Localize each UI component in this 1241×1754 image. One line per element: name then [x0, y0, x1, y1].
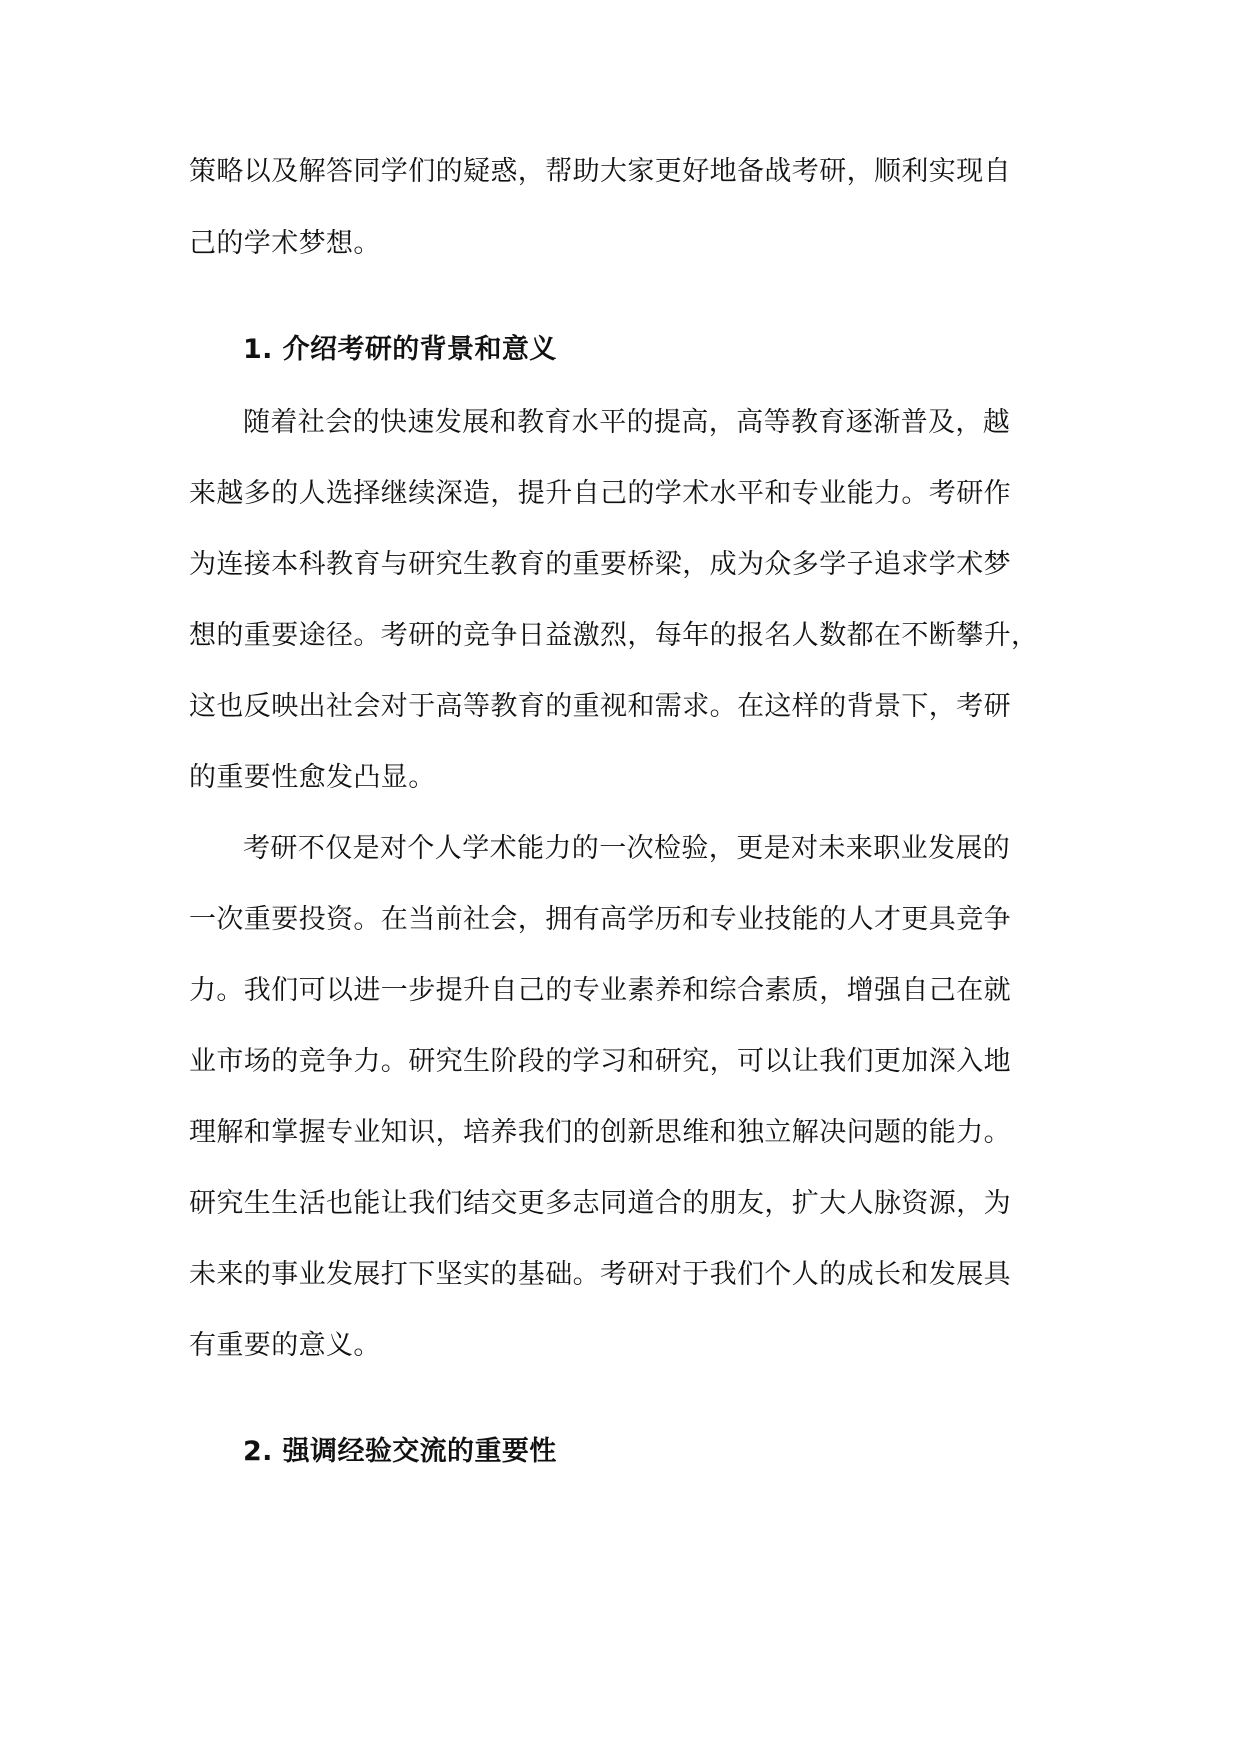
- intro-line-2: 己的学术梦想。: [189, 228, 381, 259]
- section-1-p2-line-8: 有重要的意义。: [189, 1330, 381, 1361]
- section-1-p1-line-1: 随着社会的快速发展和教育水平的提高，高等教育逐渐普及，越: [243, 407, 1011, 438]
- section-1-p1-line-6: 的重要性愈发凸显。: [189, 762, 436, 793]
- section-1-p2-line-1: 考研不仅是对个人学术能力的一次检验，更是对未来职业发展的: [243, 833, 1011, 864]
- intro-line-1: 策略以及解答同学们的疑惑，帮助大家更好地备战考研，顺利实现自: [189, 156, 1011, 187]
- section-1-p1-line-5: 这也反映出社会对于高等教育的重视和需求。在这样的背景下，考研: [189, 691, 1011, 722]
- section-1-p2-line-4: 业市场的竞争力。研究生阶段的学习和研究，可以让我们更加深入地: [189, 1046, 1011, 1077]
- section-1-p2-line-7: 未来的事业发展打下坚实的基础。考研对于我们个人的成长和发展具: [189, 1259, 1011, 1290]
- section-1-p2-line-2: 一次重要投资。在当前社会，拥有高学历和专业技能的人才更具竞争: [189, 904, 1011, 935]
- section-1-p2-line-6: 研究生生活也能让我们结交更多志同道合的朋友，扩大人脉资源，为: [189, 1188, 1011, 1219]
- section-2-heading: 2. 强调经验交流的重要性: [243, 1436, 557, 1467]
- section-1-p1-line-3: 为连接本科教育与研究生教育的重要桥梁，成为众多学子追求学术梦: [189, 549, 1011, 580]
- section-1-p2-line-5: 理解和掌握专业知识，培养我们的创新思维和独立解决问题的能力。: [189, 1117, 1011, 1148]
- section-1-p1-line-2: 来越多的人选择继续深造，提升自己的学术水平和专业能力。考研作: [189, 478, 1011, 509]
- section-1-p2-line-3: 力。我们可以进一步提升自己的专业素养和综合素质，增强自己在就: [189, 975, 1011, 1006]
- section-1-heading: 1. 介绍考研的背景和意义: [243, 334, 557, 365]
- section-1-p1-line-4: 想的重要途径。考研的竞争日益激烈，每年的报名人数都在不断攀升，: [189, 620, 1039, 651]
